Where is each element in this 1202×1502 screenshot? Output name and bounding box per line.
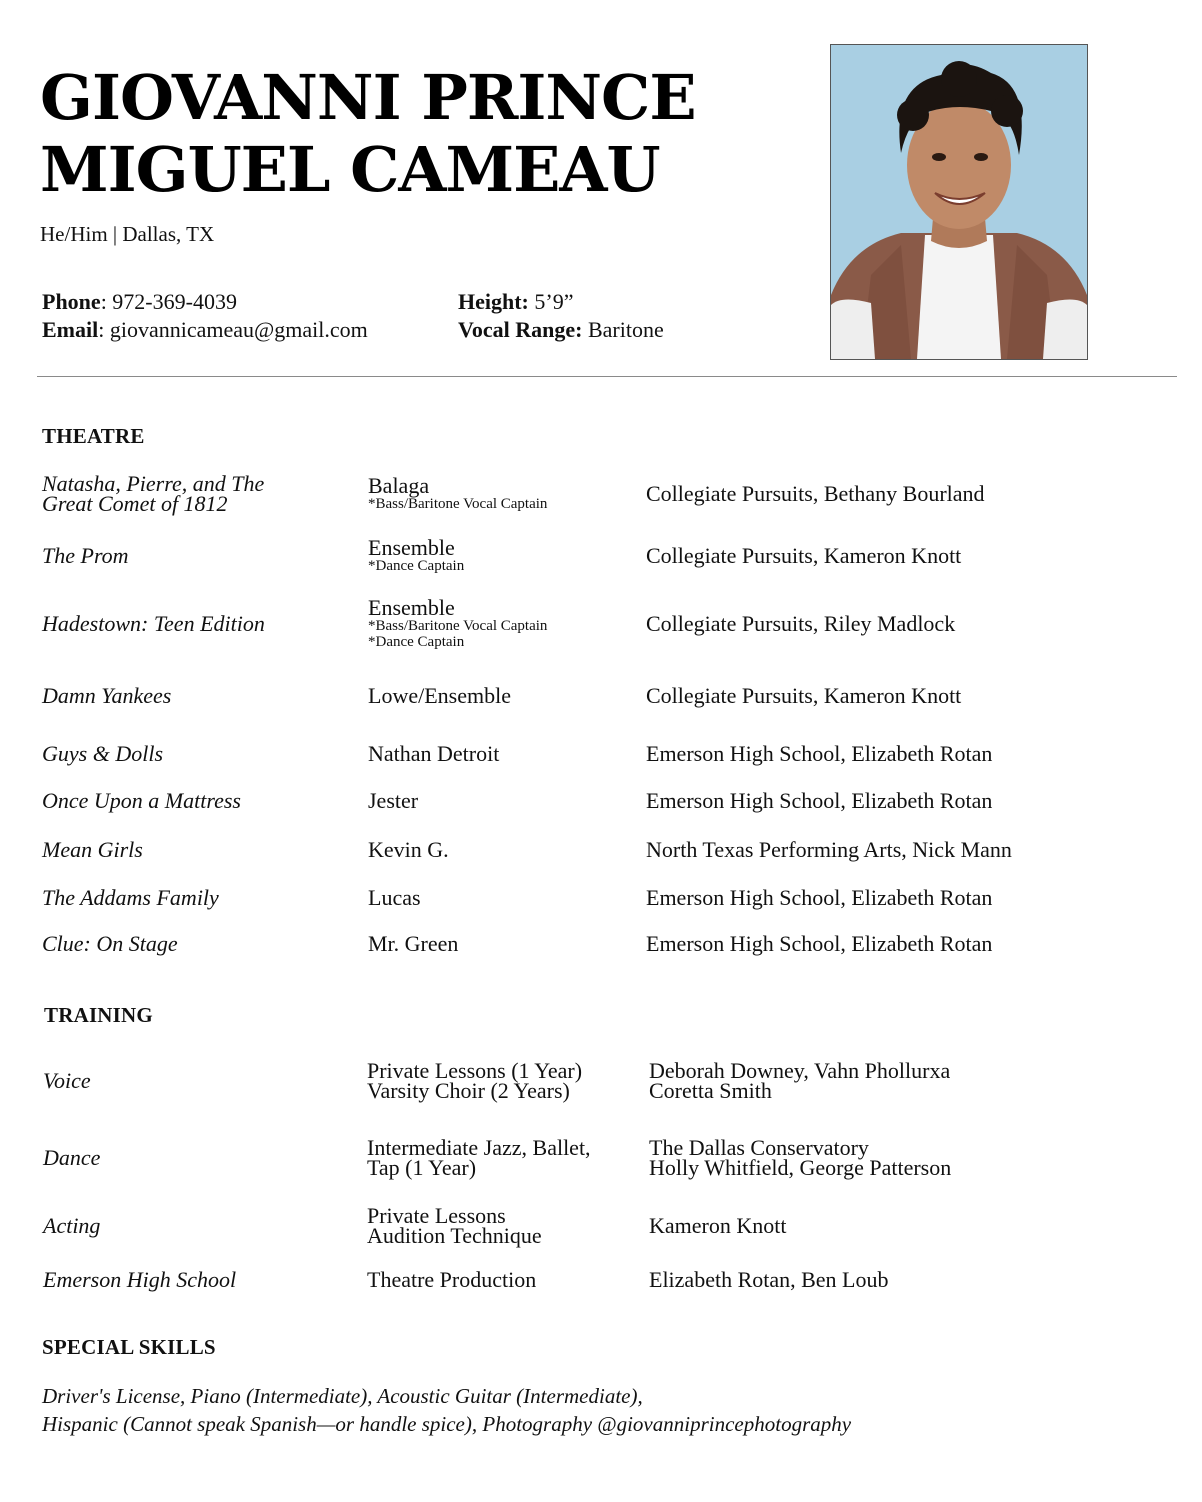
phone-value: : 972-369-4039: [100, 289, 237, 314]
role-note: *Dance Captain: [368, 634, 465, 650]
training-type: Private Lessons (1 Year) Varsity Choir (2 Years): [367, 1058, 583, 1103]
training-area: Acting: [43, 1213, 101, 1238]
training-row: [0, 1135, 1202, 1180]
vocal-range-label: Vocal Range:: [458, 317, 583, 342]
role: Nathan Detroit: [368, 741, 500, 766]
show-title: Hadestown: Teen Edition: [42, 611, 265, 636]
pronouns-location: He/Him | Dallas, TX: [40, 222, 215, 246]
email-value: : giovannicameau@gmail.com: [98, 317, 368, 342]
credit-row: [0, 683, 1202, 708]
show-title: Mean Girls: [42, 837, 143, 862]
phone-label: Phone: [42, 289, 101, 314]
training-area: Emerson High School: [43, 1267, 237, 1292]
company-director: Collegiate Pursuits, Kameron Knott: [646, 683, 962, 708]
role: Ensemble *Dance Captain: [368, 535, 465, 574]
theatre-heading: THEATRE: [42, 424, 145, 448]
credit-row: [0, 837, 1202, 862]
credit-row: [0, 471, 1202, 516]
vocal-range-line: [458, 316, 664, 344]
height-line: [458, 288, 664, 316]
company-director: Collegiate Pursuits, Bethany Bourland: [646, 481, 985, 506]
skills-line: Driver's License, Piano (Intermediate), Acoustic Guitar (Intermediate),: [42, 1384, 643, 1408]
company-director: Emerson High School, Elizabeth Rotan: [646, 788, 993, 813]
company-director: Collegiate Pursuits, Kameron Knott: [646, 543, 962, 568]
email-line: [42, 316, 368, 344]
credit-row: [0, 741, 1202, 766]
height-value: 5’9”: [528, 289, 574, 314]
company-director: Emerson High School, Elizabeth Rotan: [646, 741, 993, 766]
credit-row: [0, 885, 1202, 910]
company-director: Emerson High School, Elizabeth Rotan: [646, 931, 993, 956]
headshot-photo: [830, 44, 1088, 360]
training-type: Theatre Production: [367, 1267, 537, 1292]
company-director: Collegiate Pursuits, Riley Madlock: [646, 611, 956, 636]
training-instructor: The Dallas Conservatory Holly Whitfield, George Patterson: [649, 1135, 952, 1180]
credit-row: [0, 788, 1202, 813]
company-director: North Texas Performing Arts, Nick Mann: [646, 837, 1012, 862]
training-instructor: Deborah Downey, Vahn Phollurxa Coretta Smith: [649, 1058, 951, 1103]
role-note: *Dance Captain: [368, 558, 465, 574]
training-instructor: Elizabeth Rotan, Ben Loub: [649, 1267, 889, 1292]
training-row: [0, 1267, 1202, 1292]
full-name: [40, 62, 696, 206]
phone-line: [42, 288, 368, 316]
role: Lucas: [368, 885, 421, 910]
headshot-illustration: [831, 45, 1087, 359]
email-label: Email: [42, 317, 99, 342]
role: Jester: [368, 788, 419, 813]
stats-block: [458, 288, 664, 344]
role: Ensemble *Bass/Baritone Vocal Captain *Dance Captain: [368, 595, 548, 650]
show-title: Damn Yankees: [42, 683, 172, 708]
skills-line: Hispanic (Cannot speak Spanish—or handle spice), Photography @giovanniprincephotography: [42, 1412, 852, 1436]
role: Kevin G.: [368, 837, 449, 862]
training-area: Dance: [43, 1145, 101, 1170]
role-note: *Bass/Baritone Vocal Captain: [368, 496, 548, 512]
special-skills-text: [42, 1382, 851, 1438]
training-row: [0, 1058, 1202, 1103]
show-title: Clue: On Stage: [42, 931, 178, 956]
credit-row: [0, 595, 1202, 650]
credit-row: [0, 535, 1202, 574]
training-area: Voice: [43, 1068, 91, 1093]
header-divider: [37, 376, 1177, 377]
show-title: Once Upon a Mattress: [42, 788, 241, 813]
show-title: Natasha, Pierre, and The Great Comet of 1812: [42, 471, 265, 516]
name-line-1: GIOVANNI PRINCE: [40, 61, 696, 134]
role-note: *Bass/Baritone Vocal Captain: [368, 618, 548, 634]
training-type: Intermediate Jazz, Ballet, Tap (1 Year): [367, 1135, 591, 1180]
special-skills-heading: SPECIAL SKILLS: [42, 1335, 216, 1359]
role: Lowe/Ensemble: [368, 683, 511, 708]
show-title: Guys & Dolls: [42, 741, 163, 766]
training-row: [0, 1203, 1202, 1248]
training-type: Private Lessons Audition Technique: [367, 1203, 542, 1248]
height-label: Height:: [458, 289, 529, 314]
credit-row: [0, 931, 1202, 956]
role: Mr. Green: [368, 931, 459, 956]
company-director: Emerson High School, Elizabeth Rotan: [646, 885, 993, 910]
role: Balaga *Bass/Baritone Vocal Captain: [368, 473, 548, 512]
show-title: The Addams Family: [42, 885, 219, 910]
show-title: The Prom: [42, 543, 129, 568]
contact-block: [42, 288, 368, 344]
vocal-range-value: Baritone: [582, 317, 664, 342]
training-instructor: Kameron Knott: [649, 1213, 787, 1238]
training-heading: TRAINING: [44, 1003, 153, 1027]
name-line-2: MIGUEL CAMEAU: [40, 133, 660, 206]
